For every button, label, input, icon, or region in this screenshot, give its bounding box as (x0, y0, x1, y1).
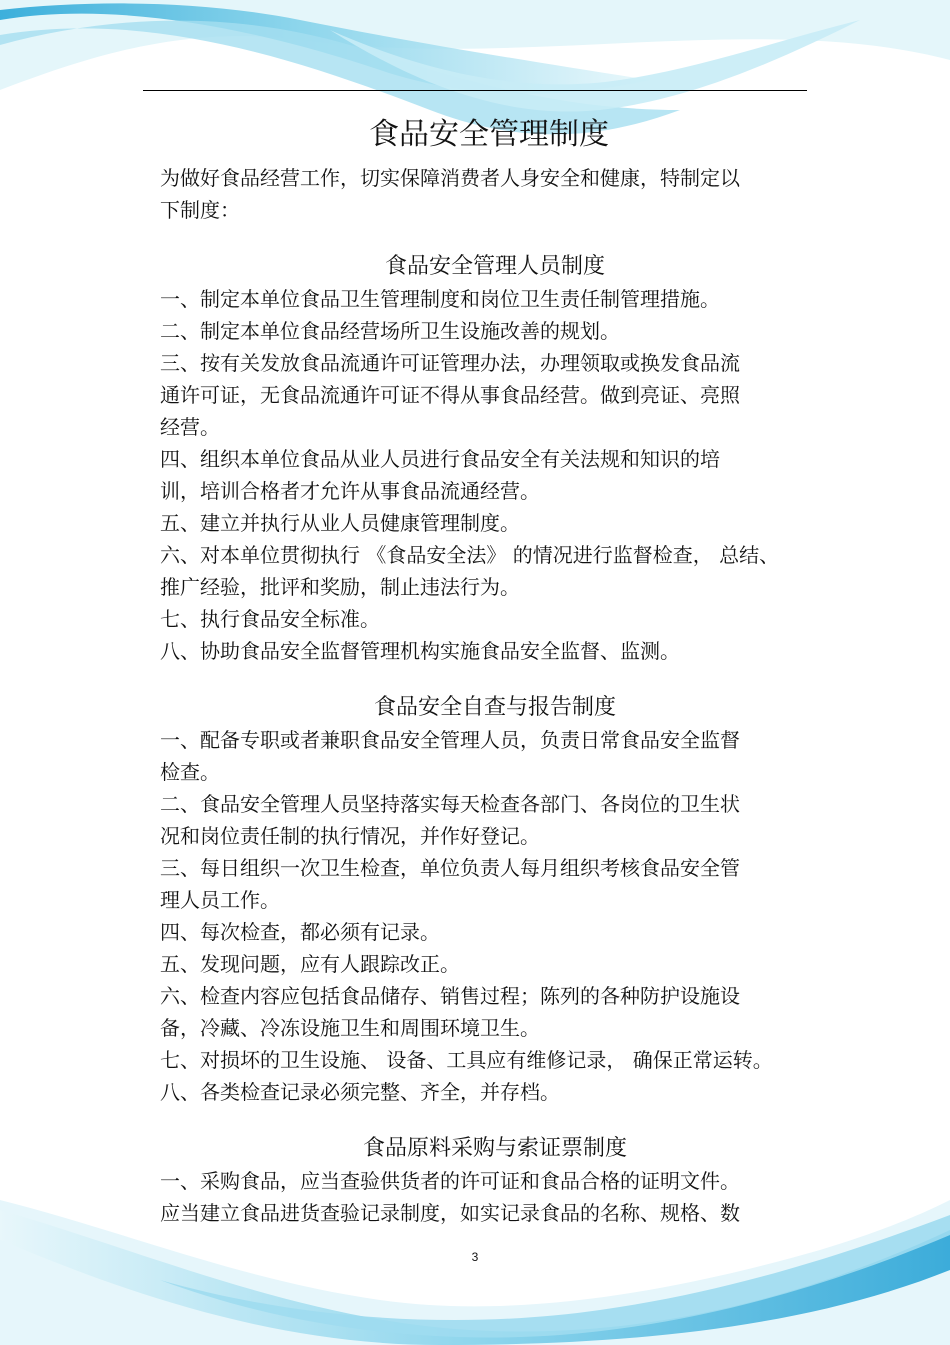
list-item: 通许可证，无食品流通许可证不得从事食品经营。做到亮证、亮照 (160, 383, 740, 407)
header-rule (143, 90, 807, 91)
section-heading: 食品安全管理人员制度 (384, 254, 605, 279)
list-item: 备，冷藏、冷冻设施卫生和周围环境卫生。 (160, 1016, 540, 1040)
intro-line: 为做好食品经营工作，切实保障消费者人身安全和健康，特制定以 (160, 166, 740, 190)
list-item: 七、执行食品安全标准。 (160, 607, 380, 631)
list-item: 五、建立并执行从业人员健康管理制度。 (160, 511, 520, 535)
page-title: 食品安全管理制度 (369, 117, 609, 152)
list-item: 训，培训合格者才允许从事食品流通经营。 (160, 479, 540, 503)
list-item: 八、各类检查记录必须完整、齐全，并存档。 (160, 1080, 560, 1104)
list-item: 应当建立食品进货查验记录制度，如实记录食品的名称、规格、数 (160, 1201, 740, 1225)
list-item: 七、对损坏的卫生设施、 设备、工具应有维修记录， 确保正常运转。 (160, 1048, 773, 1072)
document-body (160, 108, 810, 1229)
list-item: 四、组织本单位食品从业人员进行食品安全有关法规和知识的培 (160, 447, 720, 471)
list-item: 三、每日组织一次卫生检查，单位负责人每月组织考核食品安全管 (160, 856, 740, 880)
list-item: 三、按有关发放食品流通许可证管理办法，办理领取或换发食品流 (160, 351, 740, 375)
intro-line: 下制度： (160, 198, 240, 222)
page-number: 3 (471, 1250, 479, 1264)
list-item: 五、发现问题，应有人跟踪改正。 (160, 952, 460, 976)
section-heading: 食品原料采购与索证票制度 (362, 1136, 627, 1161)
list-item: 二、制定本单位食品经营场所卫生设施改善的规划。 (160, 319, 620, 343)
list-item: 况和岗位责任制的执行情况，并作好登记。 (160, 824, 540, 848)
list-item: 经营。 (160, 415, 220, 439)
list-item: 六、对本单位贯彻执行 《食品安全法》 的情况进行监督检查， 总结、 (160, 543, 780, 567)
list-item: 六、检查内容应包括食品储存、销售过程；陈列的各种防护设施设 (160, 984, 740, 1008)
list-item: 四、每次检查，都必须有记录。 (160, 920, 440, 944)
list-item: 检查。 (160, 760, 220, 784)
list-item: 一、配备专职或者兼职食品安全管理人员，负责日常食品安全监督 (160, 728, 740, 752)
list-item: 二、食品安全管理人员坚持落实每天检查各部门、各岗位的卫生状 (160, 792, 740, 816)
list-item: 八、协助食品安全监督管理机构实施食品安全监督、监测。 (160, 639, 680, 663)
list-item: 推广经验，批评和奖励，制止违法行为。 (160, 575, 520, 599)
section-heading: 食品安全自查与报告制度 (373, 695, 616, 720)
list-item: 理人员工作。 (160, 888, 280, 912)
list-item: 一、制定本单位食品卫生管理制度和岗位卫生责任制管理措施。 (160, 287, 720, 311)
list-item: 一、采购食品，应当查验供货者的许可证和食品合格的证明文件。 (160, 1169, 740, 1193)
